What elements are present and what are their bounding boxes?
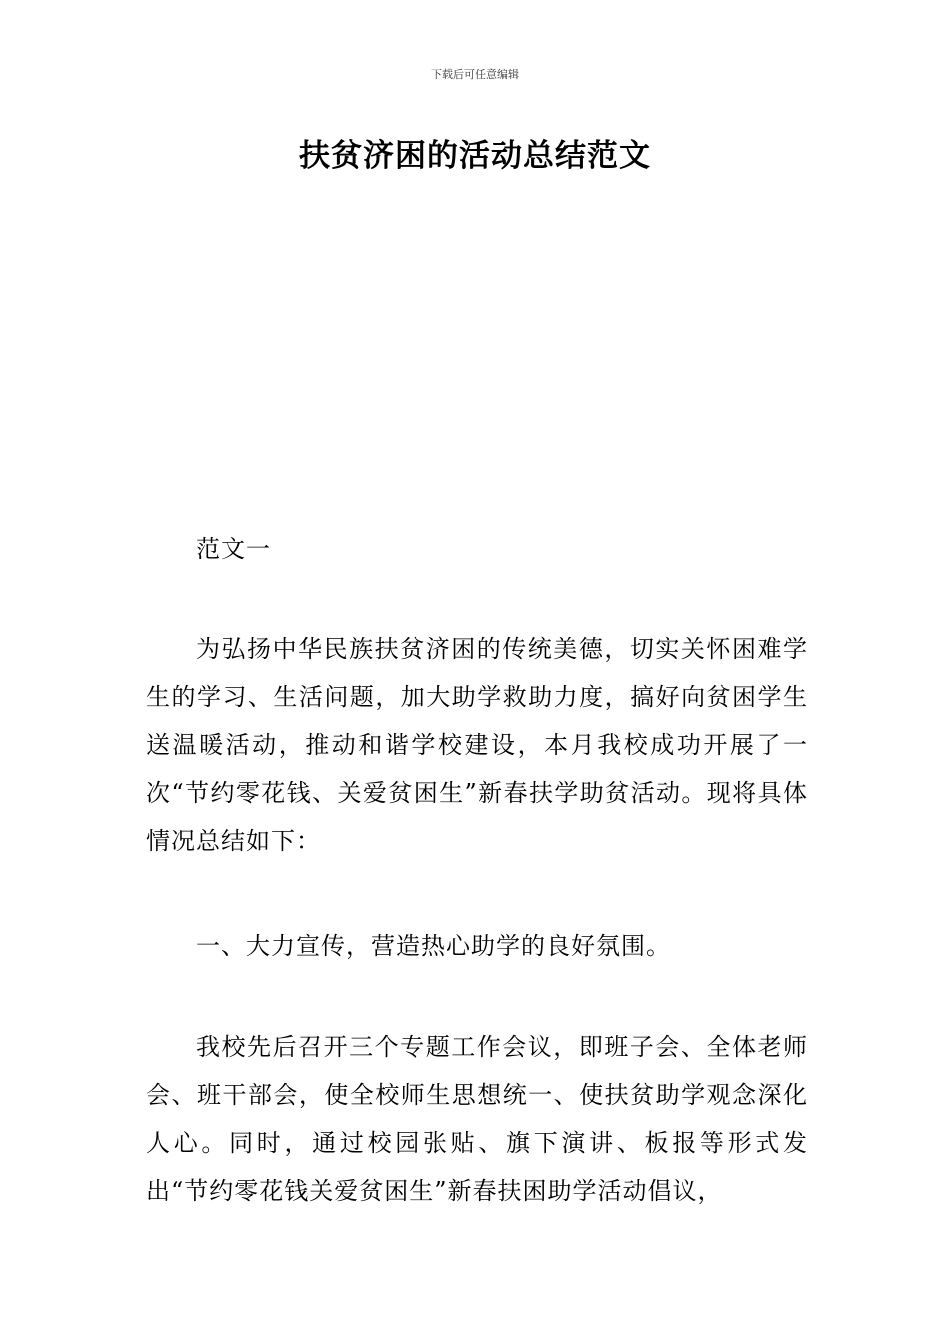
intro-paragraph-block (146, 625, 808, 865)
paragraph: 我校先后召开三个专题工作会议，即班子会、全体老师会、班干部会，使全校师生思想统一、使扶贫助学观念深化人心。同时，通过校园张贴、旗下演讲、板报等形式发出“节约零花钱关爱贫困生”新春扶困助学活动倡议， (146, 1033, 808, 1205)
body-paragraph-block (146, 1023, 808, 1215)
header-note: 下载后可任意编辑 (431, 68, 519, 81)
paragraph: 范文一 (196, 535, 271, 563)
section-heading-fanwen-1 (146, 525, 808, 573)
section-heading-1 (146, 922, 808, 970)
document-title: 扶贫济困的活动总结范文 (299, 138, 651, 174)
paragraph: 为弘扬中华民族扶贫济困的传统美德，切实关怀困难学生的学习、生活问题，加大助学救助力度，搞好向贫困学生送温暖活动，推动和谐学校建设，本月我校成功开展了一次“节约零花钱、关爱贫困生”新春扶学助贫活动。现将具体情况总结如下： (146, 635, 808, 855)
paragraph: 一、大力宣传，营造热心助学的良好氛围。 (196, 932, 671, 960)
